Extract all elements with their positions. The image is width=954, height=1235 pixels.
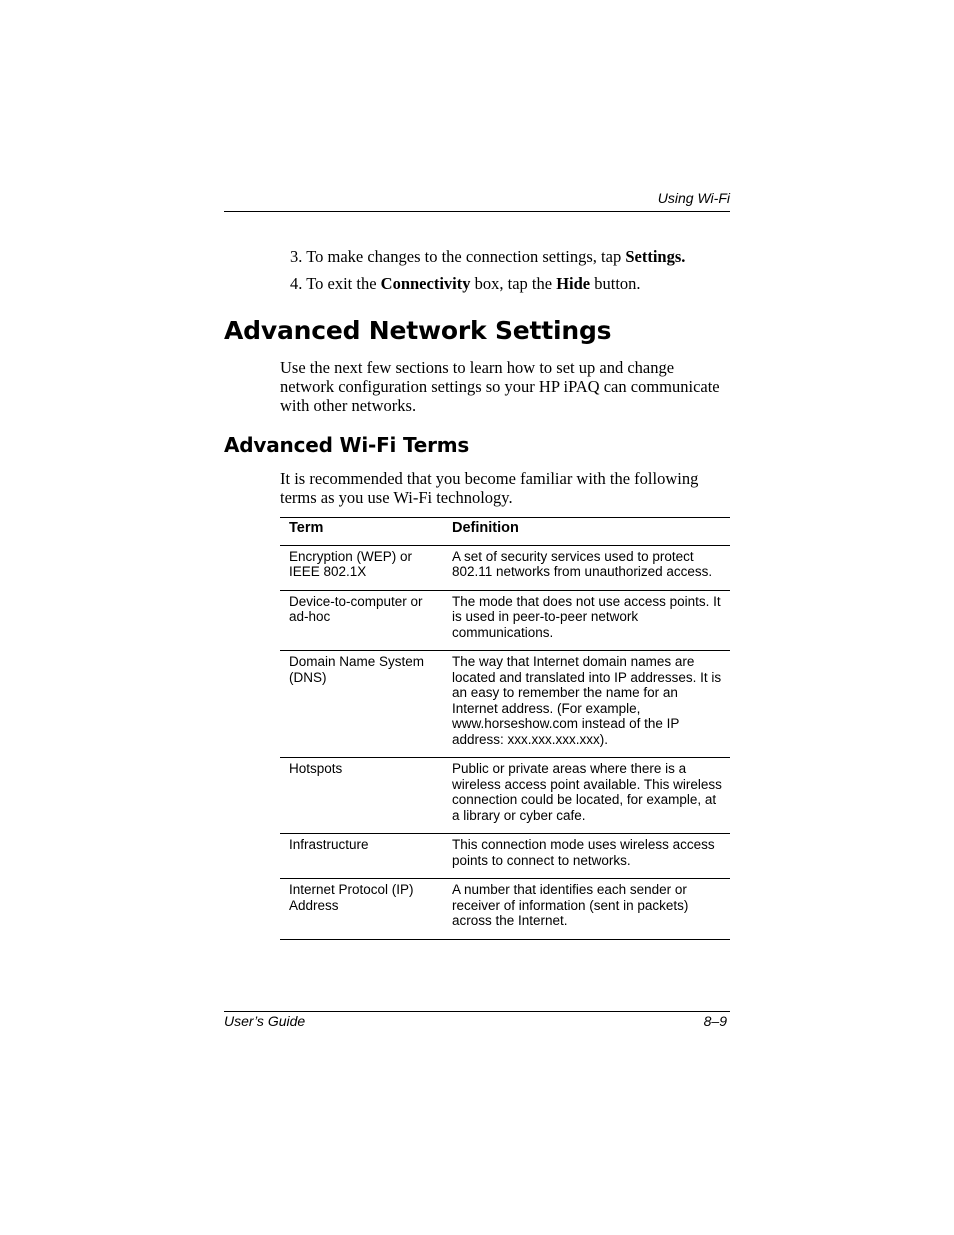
- table-row: [280, 758, 730, 834]
- footer-page-number: 8–9: [703, 1013, 727, 1029]
- section-title: Advanced Network Settings: [224, 316, 612, 345]
- term-cell: Device-to-computer or ad-hoc: [280, 590, 443, 651]
- step-bold-term: Settings.: [625, 247, 686, 266]
- step-text: button.: [590, 274, 641, 293]
- term-cell: Hotspots: [280, 758, 443, 834]
- steps-list: [290, 247, 730, 301]
- header-rule: [224, 211, 730, 212]
- running-header: Using Wi-Fi: [657, 190, 730, 206]
- definition-cell: Public or private areas where there is a wireless access point available. This wireless connection could be located, for example, at a library or cyber cafe.: [443, 758, 730, 834]
- column-header-definition: Definition: [443, 518, 730, 546]
- definition-cell: This connection mode uses wireless access points to connect to networks.: [443, 834, 730, 879]
- table-row: [280, 879, 730, 940]
- step-3: [290, 247, 730, 267]
- term-cell: Internet Protocol (IP) Address: [280, 879, 443, 940]
- step-text: To make changes to the connection settings, tap: [306, 247, 626, 266]
- subsection-intro: It is recommended that you become familiar with the following terms as you use Wi-Fi technology.: [280, 469, 699, 507]
- term-cell: Domain Name System (DNS): [280, 651, 443, 758]
- step-bold-term: Hide: [556, 274, 591, 293]
- footer-rule: [224, 1011, 730, 1012]
- term-cell: Encryption (WEP) or IEEE 802.1X: [280, 545, 443, 590]
- table-row: [280, 651, 730, 758]
- table-row: [280, 834, 730, 879]
- definition-cell: A number that identifies each sender or receiver of information (sent in packets) across the Internet.: [443, 879, 730, 940]
- table-header-row: [280, 518, 730, 546]
- section-intro: Use the next few sections to learn how to set up and change network configuration settings so your HP iPAQ can communicate with other networks.: [280, 358, 720, 415]
- step-number: 4.: [290, 274, 303, 293]
- definition-cell: The way that Internet domain names are located and translated into IP addresses. It is an easy to remember the name for an Internet address. (For example, www.horseshow.com instead of the IP address: xxx.xxx.xxx.xxx).: [443, 651, 730, 758]
- footer-guide-title: User’s Guide: [224, 1013, 306, 1029]
- definition-cell: A set of security services used to protect 802.11 networks from unauthorized access.: [443, 545, 730, 590]
- step-text: box, tap the: [470, 274, 557, 293]
- definition-cell: The mode that does not use access points. It is used in peer-to-peer network communications.: [443, 590, 730, 651]
- step-bold-term: Connectivity: [380, 274, 471, 293]
- table-row: [280, 590, 730, 651]
- term-cell: Infrastructure: [280, 834, 443, 879]
- terms-table: [280, 517, 730, 940]
- subsection-title: Advanced Wi-Fi Terms: [224, 433, 470, 457]
- table-row: [280, 545, 730, 590]
- step-text: To exit the: [306, 274, 381, 293]
- step-4: [290, 274, 730, 294]
- column-header-term: Term: [280, 518, 443, 546]
- step-number: 3.: [290, 247, 303, 266]
